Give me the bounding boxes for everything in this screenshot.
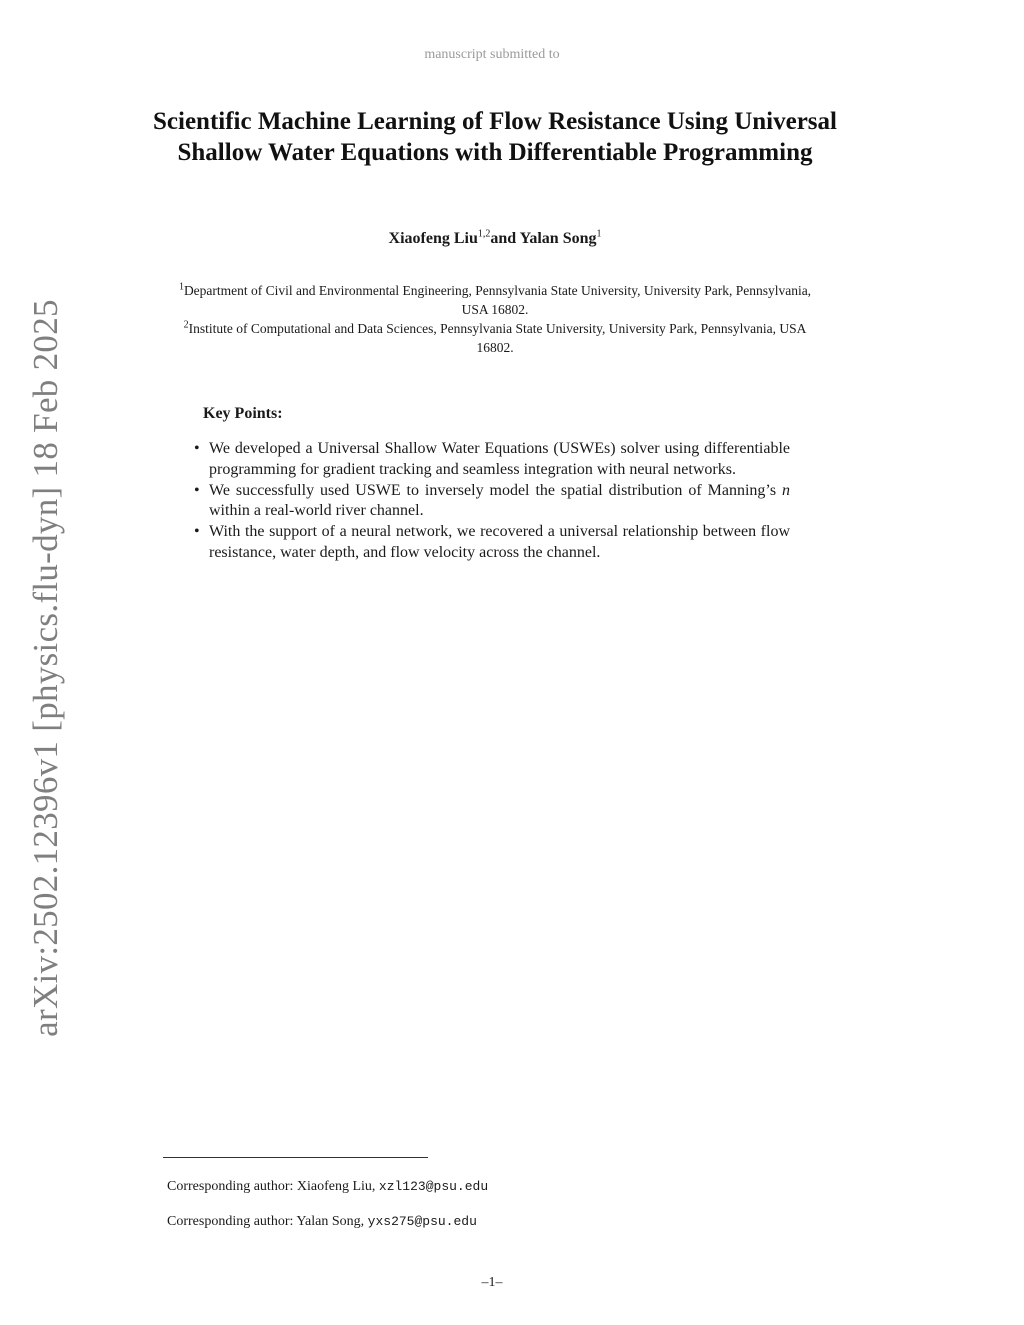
affiliation-text: Institute of Computational and Data Sciences, Pennsylvania State University, University Park, Pennsylvania, USA 16802. [188, 321, 807, 355]
footnote-label: Corresponding author: Xiaofeng Liu, [167, 1179, 379, 1194]
affiliation [175, 281, 815, 319]
bullet-icon: • [194, 440, 200, 457]
affiliations [150, 281, 840, 357]
author-affiliation-marker: 1 [596, 228, 602, 240]
key-point-italic-variable: n [782, 481, 790, 499]
author-name: Yalan Song [519, 230, 597, 247]
affiliation-marker: 2 [183, 319, 189, 331]
footnote-divider [163, 1157, 428, 1158]
bullet-icon: • [194, 523, 200, 540]
arxiv-identifier-stamp: arXiv:2502.12396v1 [physics.flu-dyn] 18 Feb 2025 [26, 299, 65, 1037]
affiliation-marker: 1 [178, 281, 184, 293]
author-line [150, 230, 840, 248]
author-affiliation-marker: 1,2 [477, 228, 491, 240]
key-point-item [190, 522, 790, 563]
author-email-link[interactable]: xzl123@psu.edu [378, 1179, 489, 1194]
author-email-link[interactable]: yxs275@psu.edu [367, 1214, 477, 1229]
key-point-text-continued: within a real-world river channel. [209, 502, 424, 519]
key-point-item [190, 439, 790, 480]
corresponding-author-footnote [167, 1179, 488, 1195]
author-conjunction: and [490, 230, 517, 247]
key-points-heading: Key Points: [203, 405, 283, 422]
footnote-label: Corresponding author: Yalan Song, [167, 1214, 368, 1229]
author-name: Xiaofeng Liu [388, 230, 478, 247]
paper-title: Scientific Machine Learning of Flow Resistance Using Universal Shallow Water Equations with Differentiable Programming [153, 108, 837, 166]
key-points-list [190, 439, 790, 564]
affiliation [175, 319, 815, 357]
key-point-item [190, 481, 790, 522]
key-point-text: We developed a Universal Shallow Water Equations (USWEs) solver using differentiable programming for gradient tracking and seamless integration with neural networks. [209, 440, 790, 478]
key-point-text: With the support of a neural network, we recovered a universal relationship between flow resistance, water depth, and flow velocity across the channel. [209, 523, 790, 561]
key-point-text: We successfully used USWE to inversely model the spatial distribution of Manning’s [209, 481, 782, 499]
affiliation-text: Department of Civil and Environmental Engineering, Pennsylvania State University, University Park, Pennsylvania, USA 16802. [183, 283, 812, 317]
manuscript-header-note: manuscript submitted to [424, 47, 560, 62]
bullet-icon: • [194, 481, 200, 499]
page-number: –1– [481, 1275, 503, 1290]
corresponding-author-footnote [167, 1214, 477, 1230]
